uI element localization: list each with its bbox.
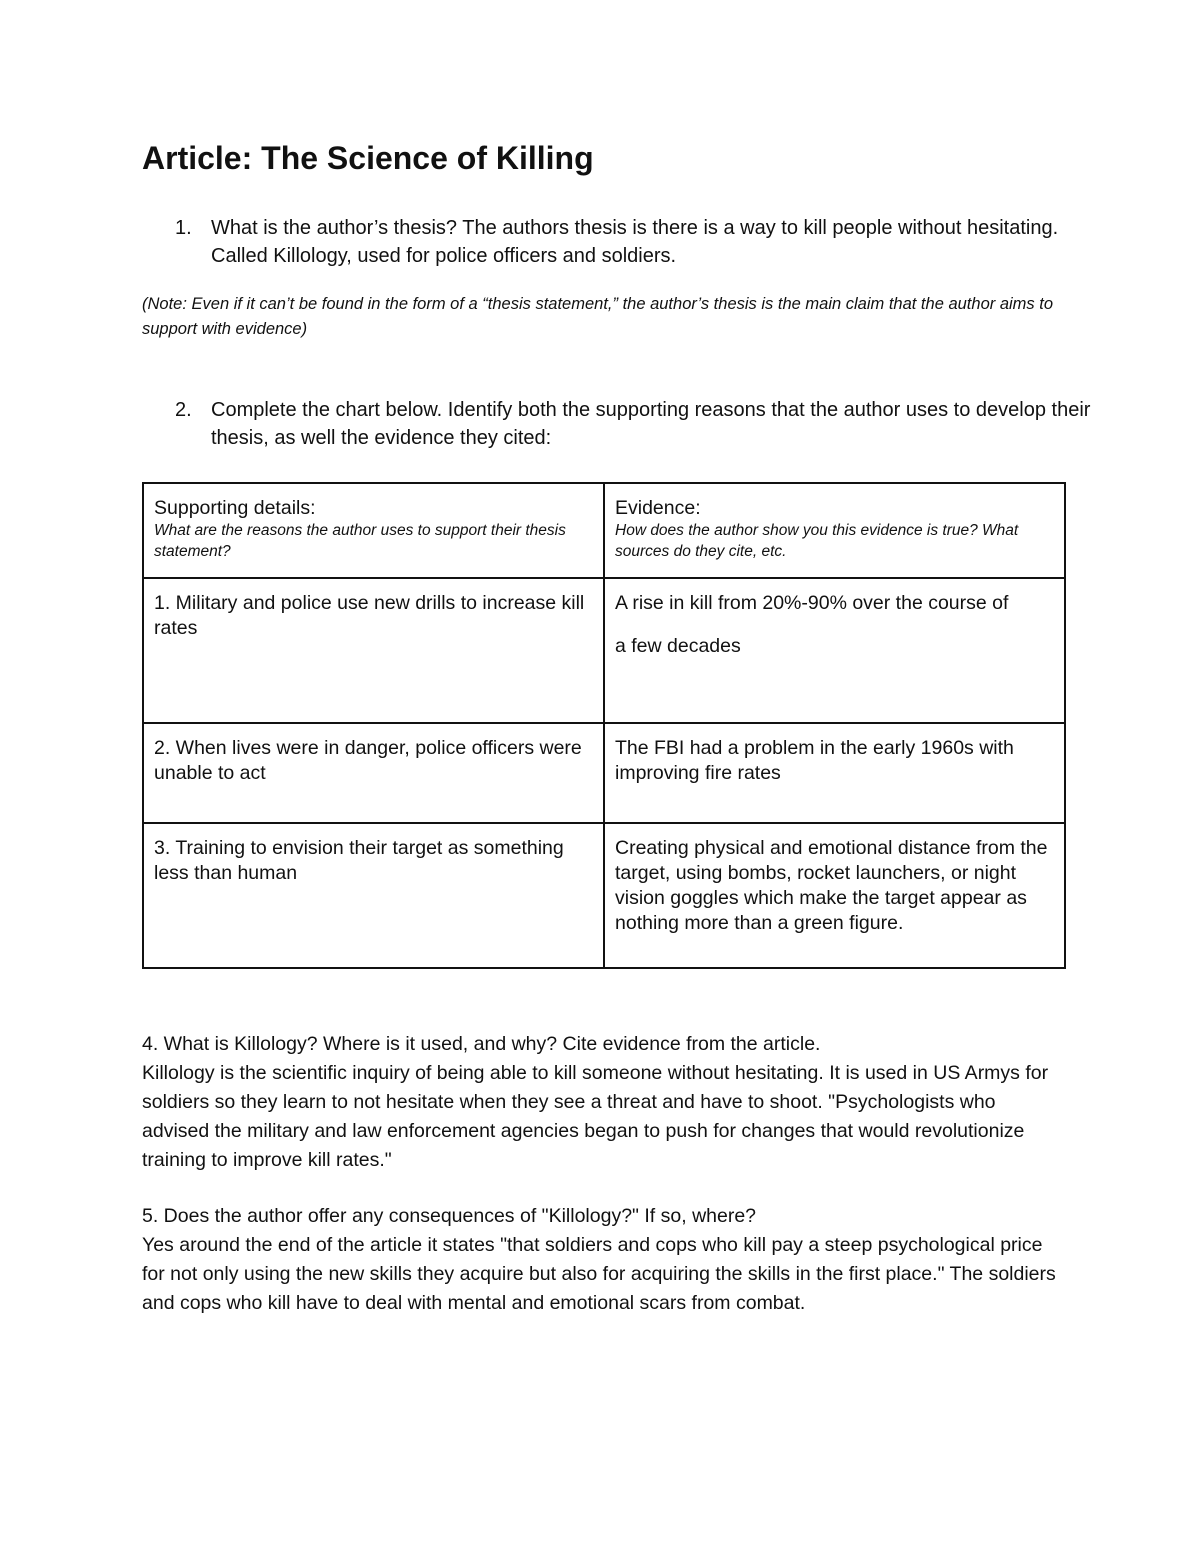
question-4-prompt: 4. What is Killology? Where is it used, and why? Cite evidence from the article. (142, 1033, 821, 1055)
evidence-cell (604, 578, 1065, 723)
header-evidence-title: Evidence: (615, 497, 701, 519)
detail-cell: 1. Military and police use new drills to increase kill rates (143, 578, 604, 723)
header-supporting-details-title: Supporting details: (154, 497, 316, 519)
table-row (143, 823, 1065, 968)
question-2-number: 2. (175, 399, 192, 421)
question-2 (142, 396, 1142, 456)
page-title: Article: The Science of Killing (142, 140, 594, 176)
evidence-line-1: A rise in kill from 20%-90% over the course of (615, 592, 1009, 614)
detail-cell: 2. When lives were in danger, police officers were unable to act (143, 723, 604, 823)
question-4-section (142, 1030, 1062, 1175)
question-1 (142, 214, 1142, 274)
header-evidence-subtitle: How does the author show you this evidence is true? What sources do they cite, etc. (615, 522, 1019, 560)
question-1-text: What is the author’s thesis? The authors thesis is there is a way to kill people without hesitating. Called Killology, used for police officers and soldiers. (211, 217, 1059, 267)
supporting-details-table (142, 482, 1066, 969)
header-cell-evidence (604, 483, 1065, 578)
question-1-number: 1. (175, 217, 192, 239)
question-4-answer: Killology is the scientific inquiry of being able to kill someone without hesitating. It is used in US Armys for soldiers so they learn to not hesitate when they see a threat and have to shoot. "Psychologists who advised the military and law enforcement agencies began to push for changes that would revolutionize training to improve kill rates." (142, 1062, 1049, 1171)
header-cell-supporting-details (143, 483, 604, 578)
evidence-cell: Creating physical and emotional distance from the target, using bombs, rocket launchers, or night vision goggles which make the target appear as nothing more than a green figure. (604, 823, 1065, 968)
question-2-text: Complete the chart below. Identify both the supporting reasons that the author uses to develop their thesis, as well the evidence they cited: (211, 399, 1091, 449)
table-row (143, 578, 1065, 723)
question-5-section (142, 1202, 1062, 1318)
thesis-note: (Note: Even if it can’t be found in the form of a “thesis statement,” the author’s thesis is the main claim that the author aims to support with evidence) (142, 295, 1054, 338)
question-5-prompt: 5. Does the author offer any consequences of "Killology?" If so, where? (142, 1205, 757, 1227)
evidence-cell: The FBI had a problem in the early 1960s with improving fire rates (604, 723, 1065, 823)
table-row (143, 723, 1065, 823)
detail-cell: 3. Training to envision their target as something less than human (143, 823, 604, 968)
question-5-answer: Yes around the end of the article it states "that soldiers and cops who kill pay a steep psychological price for not only using the new skills they acquire but also for acquiring the skills in the first place." The soldiers and cops who kill have to deal with mental and emotional scars from combat. (142, 1234, 1056, 1314)
table-header-row (143, 483, 1065, 578)
evidence-line-2: a few decades (615, 635, 741, 657)
header-supporting-details-subtitle: What are the reasons the author uses to support their thesis statement? (154, 522, 566, 560)
